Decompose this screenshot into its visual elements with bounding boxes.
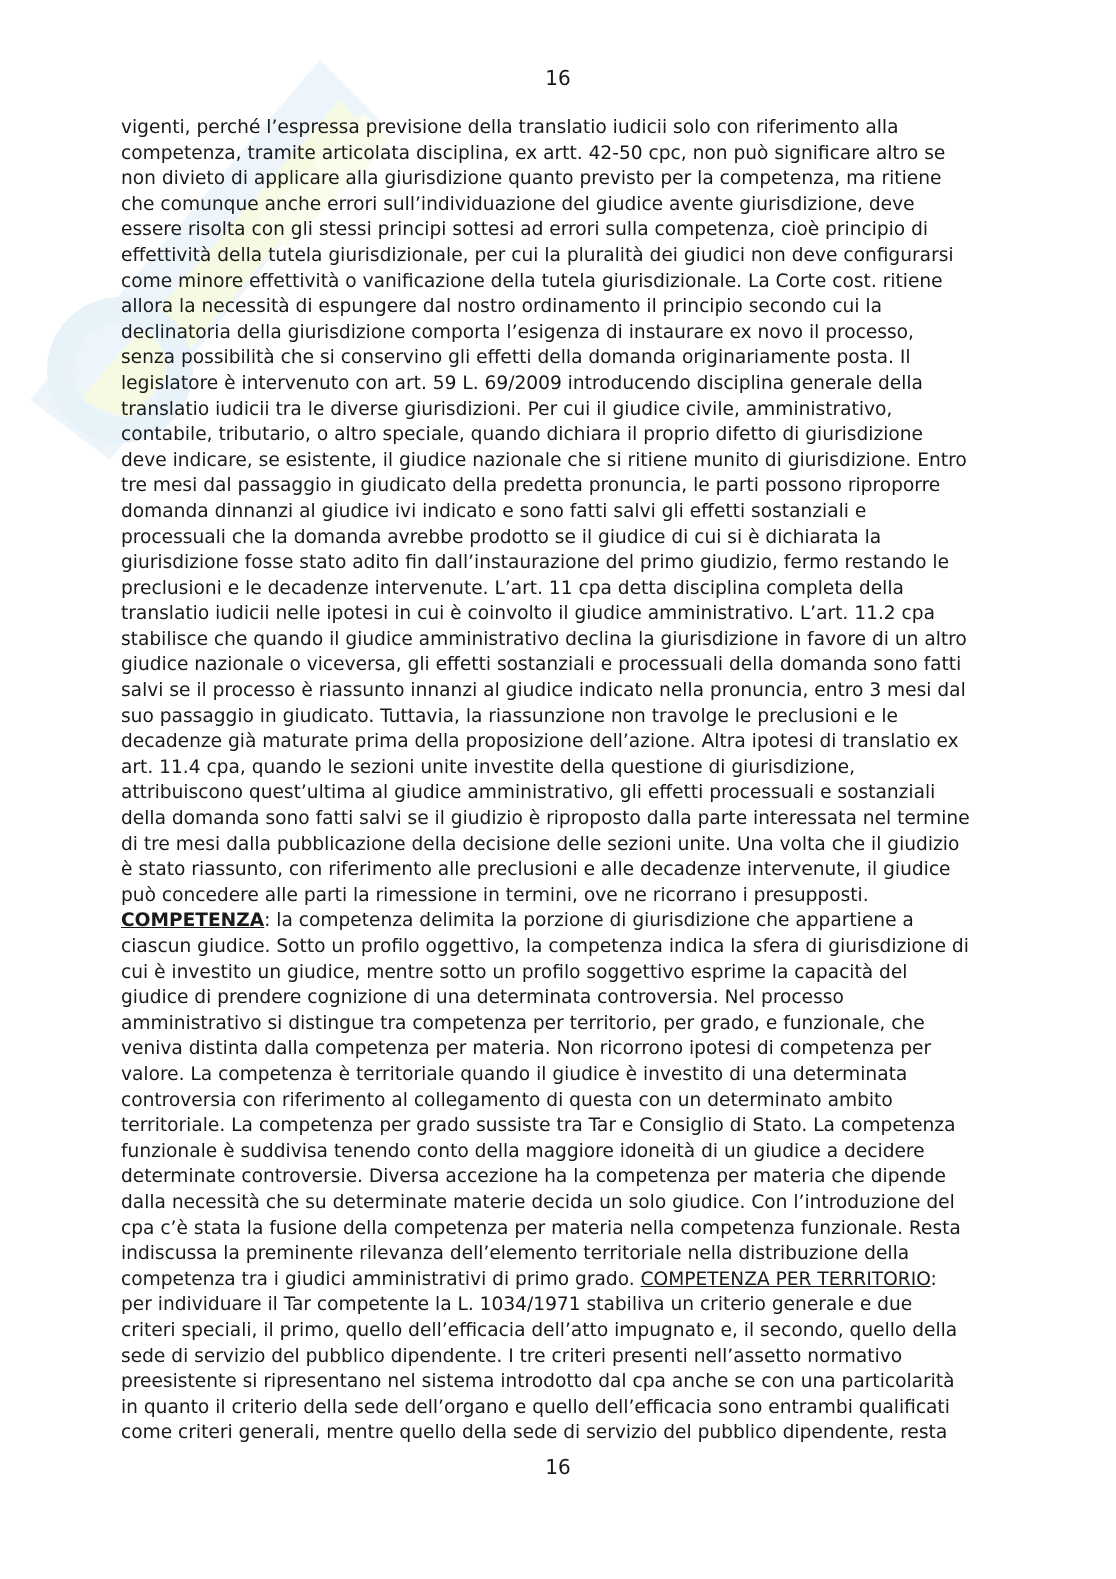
text-line: domanda dinnanzi al giudice ivi indicato e sono fatti salvi gli effetti sostanziali e <box>121 500 867 522</box>
text-line: criteri speciali, il primo, quello dell’efficacia dell’atto impugnato e, il secondo, quello della <box>121 1319 958 1341</box>
text-line: processuali che la domanda avrebbe prodotto se il giudice di cui si è dichiarata la <box>121 526 882 548</box>
text-line: translatio iudicii tra le diverse giurisdizioni. Per cui il giudice civile, amministrativo, <box>121 398 893 420</box>
text-line: valore. La competenza è territoriale quando il giudice è investito di una determinata <box>121 1063 908 1085</box>
text-line: competenza, tramite articolata disciplina, ex artt. 42-50 cpc, non può significare altro se <box>121 142 946 164</box>
text-line: preclusioni e le decadenze intervenute. L’art. 11 cpa detta disciplina completa della <box>121 577 904 599</box>
text-line: in quanto il criterio della sede dell’organo e quello dell’efficacia sono entrambi qualificati <box>121 1396 950 1418</box>
text-line: giudice nazionale o viceversa, gli effetti sostanziali e processuali della domanda sono fatti <box>121 654 962 676</box>
text-line: suo passaggio in giudicato. Tuttavia, la riassunzione non travolge le preclusioni e le <box>121 705 898 727</box>
text-line: è stato riassunto, con riferimento alle preclusioni e alle decadenze intervenute, il giudice <box>121 859 951 881</box>
text-line: indiscussa la preminente rilevanza dell’elemento territoriale nella distribuzione della <box>121 1243 910 1265</box>
text-line: territoriale. La competenza per grado sussiste tra Tar e Consiglio di Stato. La competenza <box>121 1115 956 1137</box>
text-line: attribuiscono quest’ultima al giudice amministrativo, gli effetti processuali e sostanziali <box>121 782 936 804</box>
text-line: per individuare il Tar competente la L. 1034/1971 stabiliva un criterio generale e due <box>121 1294 913 1316</box>
text-line: come criteri generali, mentre quello della sede di servizio del pubblico dipendente, resta <box>121 1422 948 1444</box>
text-line: di tre mesi dalla pubblicazione della decisione delle sezioni unite. Una volta che il giudizio <box>121 833 960 855</box>
page-number-top: 16 <box>545 66 571 90</box>
text-line: vigenti, perché l’espressa previsione della translatio iudicii solo con riferimento alla <box>121 117 899 138</box>
text-line: deve indicare, se esistente, il giudice nazionale che si ritiene munito di giurisdizione. Entro <box>121 449 967 471</box>
text-line: effettività della tutela giurisdizionale, per cui la pluralità dei giudici non deve configurarsi <box>121 244 954 266</box>
text-line: giurisdizione fosse stato adito fin dall’instaurazione del primo giudizio, fermo restando le <box>121 552 950 574</box>
text-line: legislatore è intervenuto con art. 59 L. 69/2009 introducendo disciplina generale della <box>121 372 923 394</box>
text-line: translatio iudicii nelle ipotesi in cui è coinvolto il giudice amministrativo. L’art. 11.2 cpa <box>121 603 935 625</box>
text-line: sede di servizio del pubblico dipendente. I tre criteri presenti nell’assetto normativo <box>121 1345 903 1367</box>
text-line: che comunque anche errori sull’individuazione del giudice avente giurisdizione, deve <box>121 193 915 215</box>
text-line: art. 11.4 cpa, quando le sezioni unite investite della questione di giurisdizione, <box>121 756 856 778</box>
text-line: ciascun giudice. Sotto un profilo oggettivo, la competenza indica la sfera di giurisdizione di <box>121 936 969 957</box>
text-line: funzionale è suddivisa tenendo conto della maggiore idoneità di un giudice a decidere <box>121 1140 925 1162</box>
text-line-competenza: COMPETENZA: la competenza delimita la porzione di giurisdizione che appartiene a <box>121 910 914 932</box>
text-line: salvi se il processo è riassunto innanzi al giudice indicato nella pronuncia, entro 3 mesi dal <box>121 680 966 702</box>
text-line: stabilisce che quando il giudice amministrativo declina la giurisdizione in favore di un altro <box>121 628 967 650</box>
text-line: declinatoria della giurisdizione comporta l’esigenza di instaurare ex novo il processo, <box>121 321 914 343</box>
text-line: dalla necessità che su determinate materie decida un solo giudice. Con l’introduzione del <box>121 1191 955 1213</box>
text-line: amministrativo si distingue tra competenza per territorio, per grado, e funzionale, che <box>121 1012 925 1034</box>
page-number-bottom: 16 <box>545 1455 571 1479</box>
text-line: preesistente si ripresentano nel sistema introdotto dal cpa anche se con una particolarità <box>121 1371 955 1393</box>
text-line: allora la necessità di espungere dal nostro ordinamento il principio secondo cui la <box>121 296 882 318</box>
text-line: della domanda sono fatti salvi se il giudizio è riproposto dalla parte interessata nel termine <box>121 808 970 830</box>
text-line: come minore effettività o vanificazione della tutela giurisdizionale. La Corte cost. ritiene <box>121 270 943 292</box>
text-line: giudice di prendere cognizione di una determinata controversia. Nel processo <box>121 987 844 1009</box>
text-line: senza possibilità che si conservino gli effetti della domanda originariamente posta. Il <box>121 347 911 369</box>
text-line: decadenze già maturate prima della proposizione dell’azione. Altra ipotesi di translatio ex <box>121 731 959 753</box>
text-line: controversia con riferimento al collegamento di questa con un determinato ambito <box>121 1089 893 1111</box>
text-line: veniva distinta dalla competenza per materia. Non ricorrono ipotesi di competenza per <box>121 1038 932 1060</box>
section-heading-competenza: COMPETENZA <box>121 910 265 932</box>
section-heading-competenza-territorio: COMPETENZA PER TERRITORIO <box>640 1268 931 1290</box>
text-line: non divieto di applicare alla giurisdizione quanto previsto per la competenza, ma ritiene <box>121 168 942 190</box>
document-body <box>121 115 1061 1446</box>
text-line: può concedere alle parti la rimessione in termini, ove ne ricorrano i presupposti. <box>121 884 869 906</box>
text-line: tre mesi dal passaggio in giudicato della predetta pronuncia, le parti possono riproporre <box>121 475 941 497</box>
text-line-territorio: competenza tra i giudici amministrativi di primo grado. COMPETENZA PER TERRITORIO: <box>121 1268 937 1290</box>
text-line: cui è investito un giudice, mentre sotto un profilo soggettivo esprime la capacità del <box>121 961 908 983</box>
text-line: cpa c’è stata la fusione della competenza per materia nella competenza funzionale. Resta <box>121 1217 961 1239</box>
text-line: determinate controversie. Diversa accezione ha la competenza per materia che dipende <box>121 1166 946 1188</box>
text-line: essere risolta con gli stessi principi sottesi ad errori sulla competenza, cioè principio di <box>121 219 929 241</box>
text-line: contabile, tributario, o altro speciale, quando dichiara il proprio difetto di giurisdizione <box>121 424 923 446</box>
